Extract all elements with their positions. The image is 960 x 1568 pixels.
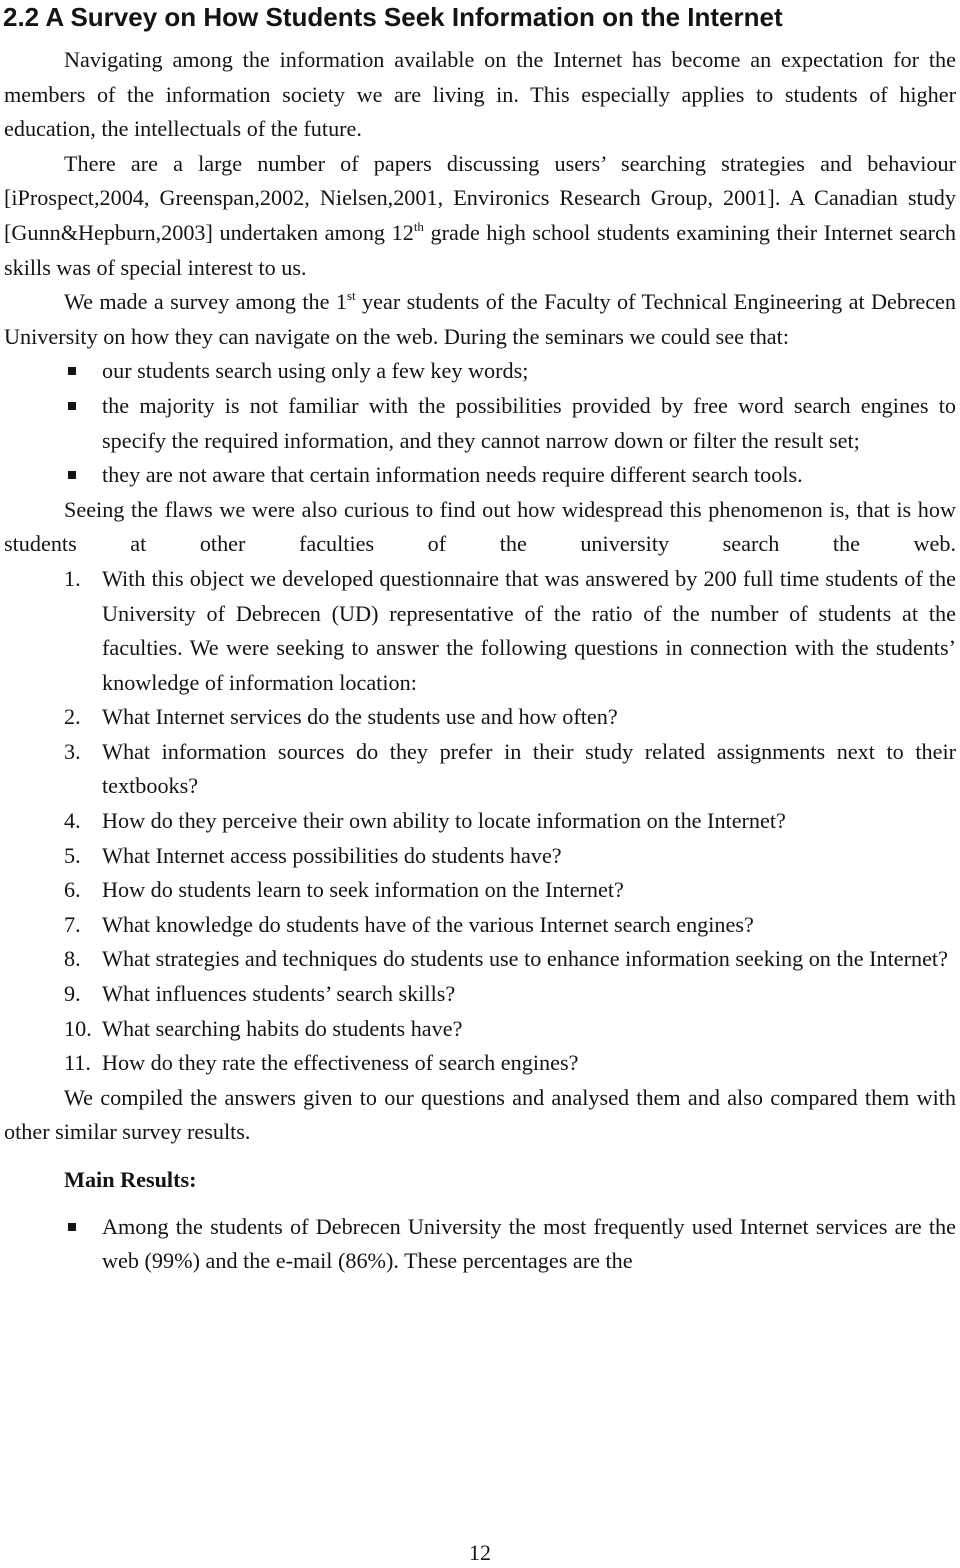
square-bullet-icon [68, 1223, 76, 1231]
square-bullet-icon [68, 471, 76, 479]
list-item-text: the majority is not familiar with the possibilities provided by free word search engines to specify the required information, and they cannot narrow down or filter the result set; [102, 392, 956, 453]
literature-text-b: grade high school students examining their Internet search skills was of special interest to us. [4, 219, 956, 280]
list-item-text: How do students learn to seek information on the Internet? [102, 877, 624, 903]
list-item-text: our students search using only a few key words; [102, 358, 529, 384]
list-item-text: How do they rate the effectiveness of search engines? [102, 1050, 579, 1076]
survey-text-a: We made a survey among the 1 [64, 289, 347, 315]
list-item [4, 942, 956, 977]
list-item-text: What influences students’ search skills? [102, 981, 456, 1007]
survey-paragraph [4, 285, 956, 354]
list-item-text: What strategies and techniques do students use to enhance information seeking on the Internet? [102, 946, 948, 972]
section-heading: 2.2 A Survey on How Students Seek Information on the Internet [3, 2, 783, 32]
list-item [4, 354, 956, 389]
square-bullet-icon [68, 402, 76, 410]
list-item-text: Among the students of Debrecen University the most frequently used Internet services are the web (99%) and the e-mail (86%). These percentages are the [102, 1213, 956, 1274]
square-bullet-icon [68, 367, 76, 375]
results-heading: Main Results: [64, 1167, 197, 1192]
ordinal-suffix-th: th [413, 218, 424, 234]
list-item [4, 700, 956, 735]
literature-paragraph [4, 147, 956, 285]
results-list [4, 1210, 956, 1279]
list-item-text: What Internet access possibilities do students have? [102, 842, 562, 868]
list-item [4, 735, 956, 804]
item-number: 3. [64, 738, 81, 764]
list-item-text: What knowledge do students have of the various Internet search engines? [102, 911, 754, 937]
item-number: 6. [64, 877, 81, 903]
list-item [4, 1210, 956, 1279]
document-body [4, 43, 956, 1279]
list-item [4, 1012, 956, 1047]
item-number: 4. [64, 808, 81, 834]
item-number: 2. [64, 704, 81, 730]
item-number: 7. [64, 911, 81, 937]
list-item-text: What Internet services do the students use and how often? [102, 704, 618, 730]
observation-list [4, 354, 956, 492]
flaws-paragraph: Seeing the flaws we were also curious to find out how widespread this phenomenon is, that is how students at other faculties of the university search the web. [4, 496, 956, 557]
list-item [4, 458, 956, 493]
intro-paragraph: Navigating among the information available on the Internet has become an expectation for the members of the information society we are living in. This especially applies to students of higher education, the intellectuals of the future. [4, 47, 956, 142]
item-number: 8. [64, 946, 81, 972]
list-item [4, 1046, 956, 1081]
list-item [4, 389, 956, 458]
item-number: 9. [64, 981, 81, 1007]
item-number: 11. [64, 1050, 91, 1076]
list-item [4, 562, 956, 700]
list-item [4, 977, 956, 1012]
item-number: 10. [64, 1015, 92, 1041]
list-item-text: With this object we developed questionnaire that was answered by 200 full time students of the University of Debrecen (UD) representative of the ratio of the number of students at the faculties. We were seeking to answer the following questions in connection with the students’ knowledge of information location: [102, 565, 956, 695]
list-item-text: they are not aware that certain information needs require different search tools. [102, 462, 803, 488]
list-item [4, 839, 956, 874]
literature-text-a: There are a large number of papers discussing users’ searching strategies and behaviour [iProspect,2004, Greenspan,2002, Nielsen,2001, Environics Research Group, 2001]. A Canadian study [Gunn&Hepburn,2003] undertaken among 12 [4, 150, 956, 245]
list-item [4, 908, 956, 943]
survey-text-b: year students of the Faculty of Technical Engineering at Debrecen University on how they can navigate on the web. During the seminars we could see that: [4, 289, 956, 349]
list-item-text: How do they perceive their own ability to locate information on the Internet? [102, 808, 786, 834]
item-number: 5. [64, 842, 81, 868]
list-item-text: What searching habits do students have? [102, 1015, 463, 1041]
list-item [4, 804, 956, 839]
item-number: 1. [64, 565, 81, 591]
list-item-text: What information sources do they prefer in their study related assignments next to their textbooks? [102, 738, 956, 799]
ordinal-suffix-st: st [346, 288, 356, 304]
question-list [4, 562, 956, 1081]
compiled-paragraph: We compiled the answers given to our questions and analysed them and also compared them with other similar survey results. [4, 1084, 956, 1145]
list-item [4, 873, 956, 908]
page-number: 12 [469, 1540, 491, 1565]
